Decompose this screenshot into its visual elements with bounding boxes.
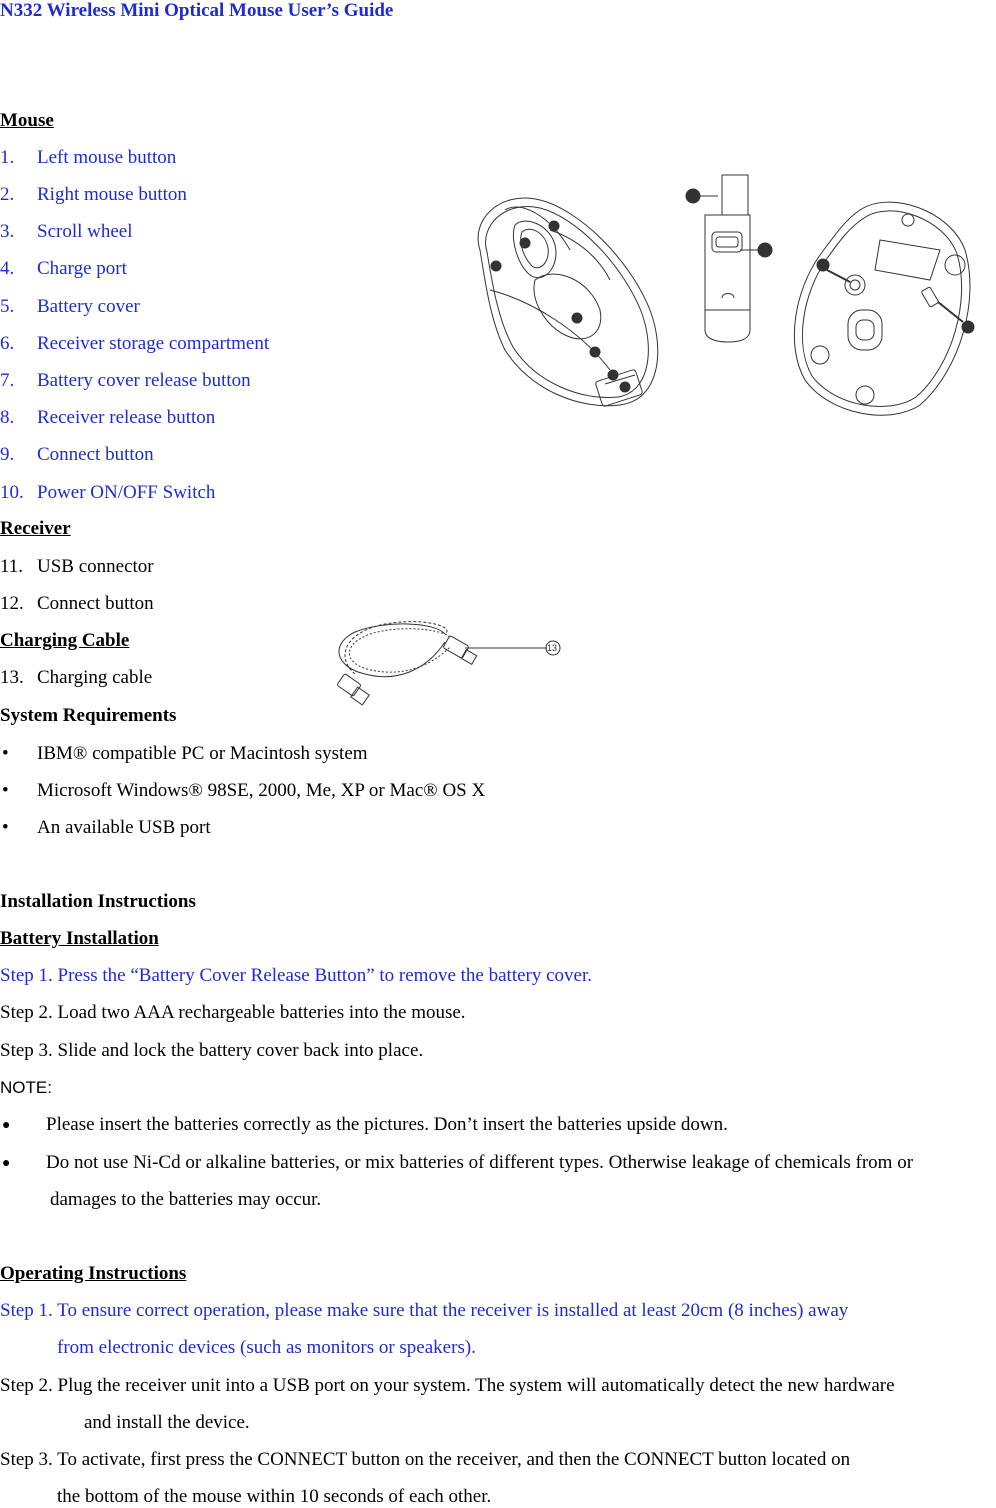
install-step: Step 2. Load two AAA rechargeable batteries into the mouse. xyxy=(0,1002,466,1023)
mouse-item: 9. Connect button xyxy=(0,444,154,465)
battery-install-heading: Battery Installation xyxy=(0,928,159,949)
note-label: NOTE: xyxy=(0,1078,52,1097)
callout-10: 10 xyxy=(687,191,698,201)
callout-9: 9 xyxy=(965,322,971,332)
callout-11: 11 xyxy=(759,245,769,255)
operating-step-continued: the bottom of the mouse within 10 seconds of each other. xyxy=(57,1486,492,1507)
page-title: N332 Wireless Mini Optical Mouse User’s Guide xyxy=(0,0,394,21)
operating-step: Step 2. Plug the receiver unit into a USB port on your system. The system will automatically detect the new hardware xyxy=(0,1375,895,1396)
mouse-item: 7. Battery cover release button xyxy=(0,370,251,391)
note-item-continued: damages to the batteries may occur. xyxy=(50,1189,322,1210)
callout-8: 8 xyxy=(820,260,826,270)
install-step: Step 1. Press the “Battery Cover Release Button” to remove the battery cover. xyxy=(0,965,592,986)
cable-plug-left xyxy=(337,674,369,705)
note-item: ● Please insert the batteries correctly as the pictures. Don’t insert the batteries upside down. xyxy=(2,1114,728,1135)
receiver-view xyxy=(705,175,750,342)
mouse-bottom-view xyxy=(794,202,970,415)
mouse-item: 6. Receiver storage compartment xyxy=(0,333,270,354)
operating-step-continued: from electronic devices (such as monitors or speakers). xyxy=(57,1337,476,1358)
charging-cable-diagram xyxy=(325,612,565,717)
mouse-item: 8. Receiver release button xyxy=(0,407,216,428)
callout-7: 7 xyxy=(574,313,580,323)
callout-5: 5 xyxy=(622,382,628,392)
operating-heading: Operating Instructions xyxy=(0,1263,187,1284)
mouse-diagram xyxy=(460,170,990,420)
receiver-heading: Receiver xyxy=(0,518,71,539)
operating-step: Step 1. To ensure correct operation, please make sure that the receiver is installed at least 20cm (8 inches) away xyxy=(0,1300,849,1321)
note-item: ● Do not use Ni-Cd or alkaline batteries, or mix batteries of different types. Otherwise leakage of chemicals from or xyxy=(2,1152,914,1173)
mouse-item: 10. Power ON/OFF Switch xyxy=(0,482,216,503)
mouse-item: 2. Right mouse button xyxy=(0,184,187,205)
callout-13: 13 xyxy=(547,643,558,653)
sysreq-item: • Microsoft Windows® 98SE, 2000, Me, XP or Mac® OS X xyxy=(2,780,486,801)
cable-plug-right xyxy=(443,635,477,664)
callout-2: 2 xyxy=(551,221,557,231)
callout-3: 3 xyxy=(522,238,528,248)
cable-heading: Charging Cable xyxy=(0,630,130,651)
operating-step: Step 3. To activate, first press the CONNECT button on the receiver, and then the CONNECT button located on xyxy=(0,1449,851,1470)
callout-4: 4 xyxy=(610,370,616,380)
cable-item: 13. Charging cable xyxy=(0,667,153,688)
receiver-item: 12. Connect button xyxy=(0,593,154,614)
mouse-item: 4. Charge port xyxy=(0,258,127,279)
mouse-heading: Mouse xyxy=(0,110,54,131)
mouse-item: 3. Scroll wheel xyxy=(0,221,133,242)
mouse-top-view xyxy=(478,198,658,407)
callout-6: 6 xyxy=(592,347,598,357)
sysreq-heading: System Requirements xyxy=(0,705,177,726)
sysreq-item: • IBM® compatible PC or Macintosh system xyxy=(2,743,368,764)
install-heading: Installation Instructions xyxy=(0,891,196,912)
mouse-item: 5. Battery cover xyxy=(0,296,140,317)
operating-step-continued: and install the device. xyxy=(84,1412,250,1433)
receiver-item: 11. USB connector xyxy=(0,556,154,577)
callout-1: 1 xyxy=(493,261,499,271)
callouts-bottom xyxy=(817,259,974,333)
sysreq-item: • An available USB port xyxy=(2,817,211,838)
mouse-item: 1. Left mouse button xyxy=(0,147,177,168)
install-step: Step 3. Slide and lock the battery cover back into place. xyxy=(0,1040,424,1061)
